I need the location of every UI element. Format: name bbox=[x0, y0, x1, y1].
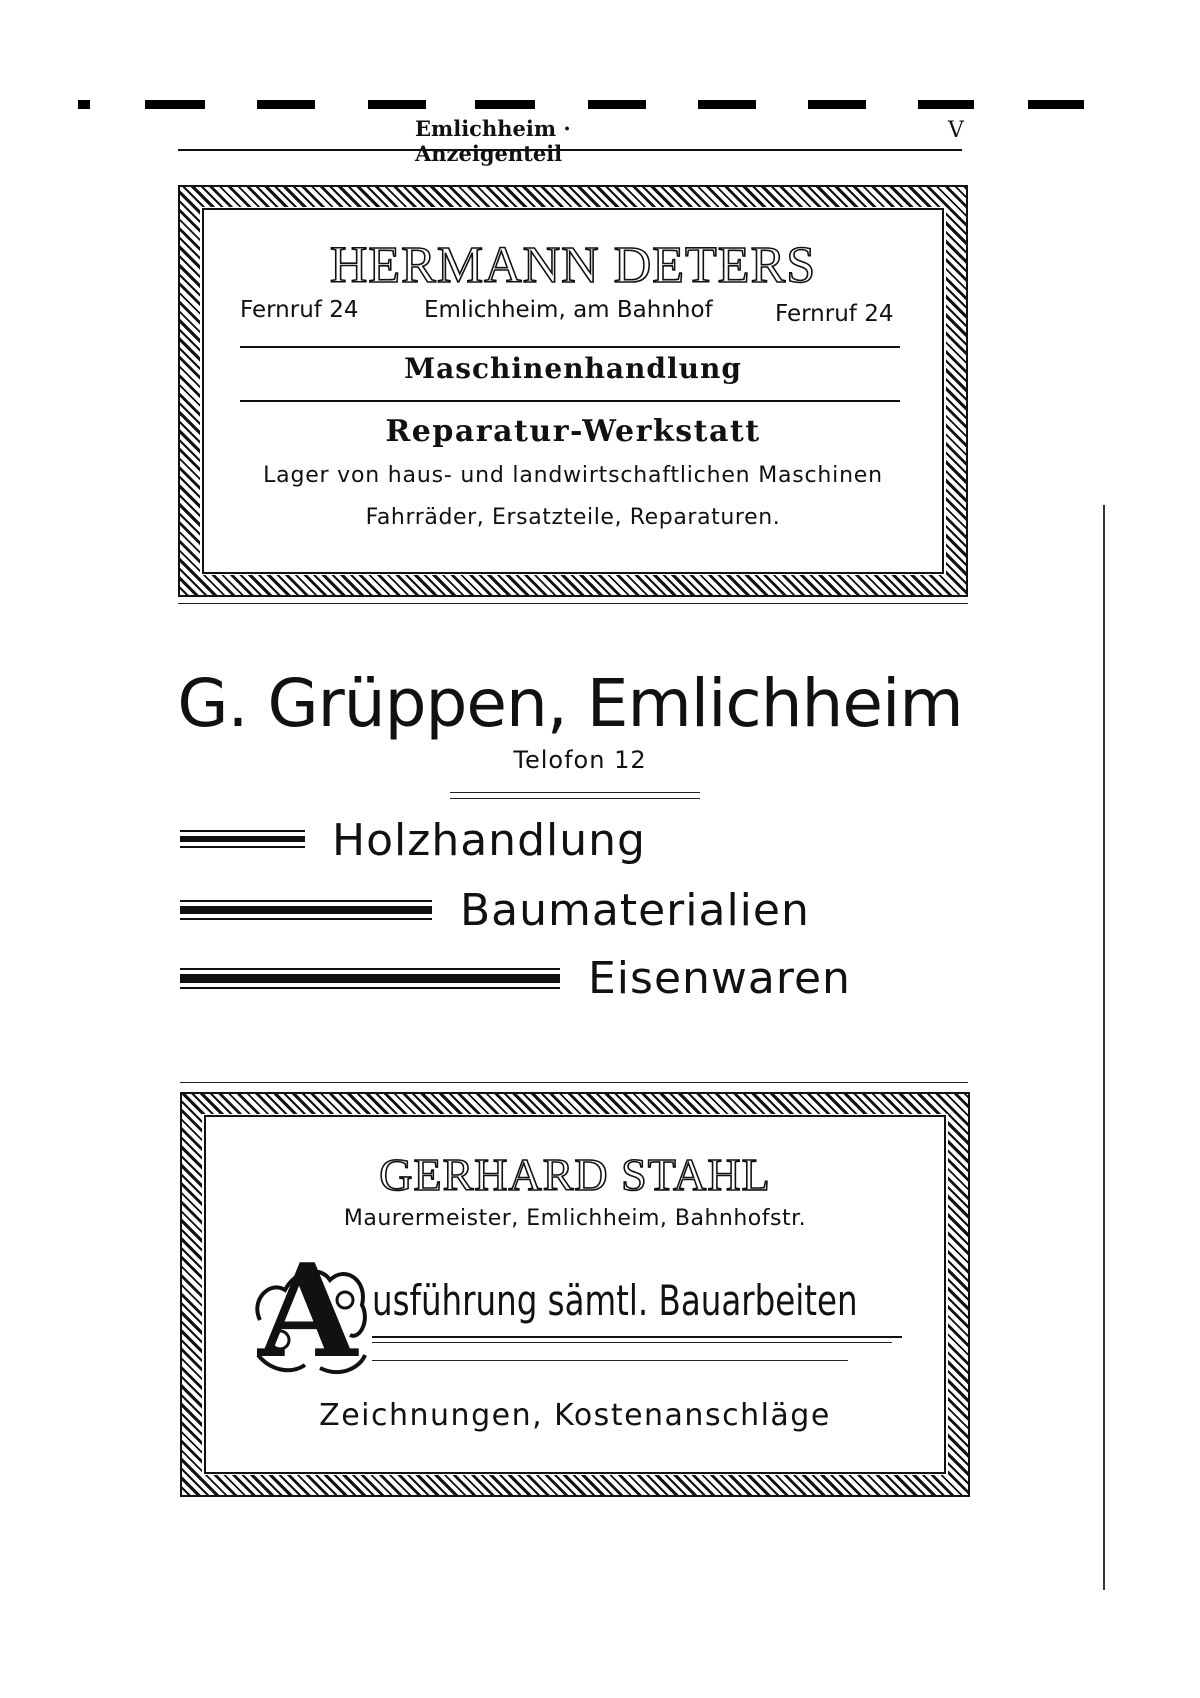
slogan-rule bbox=[372, 1360, 848, 1361]
scan-mark bbox=[1028, 100, 1084, 109]
address: Emlichheim, am Bahnhof bbox=[424, 297, 713, 323]
company-name: G. Grüppen, Emlichheim bbox=[177, 665, 963, 742]
workshop-line: Reparatur-Werkstatt bbox=[385, 414, 761, 449]
rule-bars bbox=[180, 968, 560, 989]
scan-mark bbox=[588, 100, 646, 109]
bottom-rule bbox=[180, 1082, 968, 1083]
decorated-initial bbox=[250, 1237, 370, 1387]
company-name: GERHARD STAHL bbox=[379, 1149, 771, 1200]
initial-letter: A bbox=[258, 1237, 358, 1387]
rule-bars bbox=[180, 900, 432, 920]
divider bbox=[240, 400, 900, 402]
running-head-title: Emlichheim · Anzeigenteil bbox=[415, 116, 571, 166]
scan-mark bbox=[368, 100, 426, 109]
phone-right: Fernruf 24 bbox=[775, 301, 894, 327]
scan-mark bbox=[145, 100, 205, 109]
business-line: Maschinenhandlung bbox=[404, 352, 742, 385]
page-number: V bbox=[948, 118, 964, 143]
divider bbox=[240, 346, 900, 348]
services: Zeichnungen, Kostenanschläge bbox=[319, 1398, 831, 1433]
items-line: Fahrräder, Ersatzteile, Reparaturen. bbox=[365, 505, 781, 530]
phone: Telofon 12 bbox=[513, 746, 647, 774]
rule-bars bbox=[180, 830, 305, 848]
slogan-rule bbox=[372, 1342, 892, 1343]
divider bbox=[450, 798, 700, 799]
divider bbox=[450, 792, 700, 793]
slogan: usführung sämtl. Bauarbeiten bbox=[372, 1276, 858, 1325]
scan-mark bbox=[918, 100, 974, 109]
scan-edge-line bbox=[1103, 505, 1105, 1590]
scan-mark bbox=[698, 100, 756, 109]
line-holzhandlung: Holzhandlung bbox=[332, 815, 646, 866]
head-rule bbox=[178, 149, 962, 151]
company-name: HERMANN DETERS bbox=[329, 237, 817, 294]
stock-line: Lager von haus- und landwirtschaftlichen Maschinen bbox=[263, 463, 883, 488]
line-eisenwaren: Eisenwaren bbox=[588, 953, 851, 1004]
scan-mark bbox=[257, 100, 315, 109]
slogan-rule bbox=[372, 1336, 902, 1338]
scan-mark bbox=[475, 100, 535, 109]
scan-mark bbox=[78, 100, 90, 109]
scan-mark bbox=[808, 100, 866, 109]
line-baumaterialien: Baumaterialien bbox=[460, 885, 810, 936]
subtitle: Maurermeister, Emlichheim, Bahnhofstr. bbox=[343, 1206, 807, 1231]
phone-left: Fernruf 24 bbox=[240, 297, 359, 323]
bottom-rule bbox=[178, 603, 968, 604]
